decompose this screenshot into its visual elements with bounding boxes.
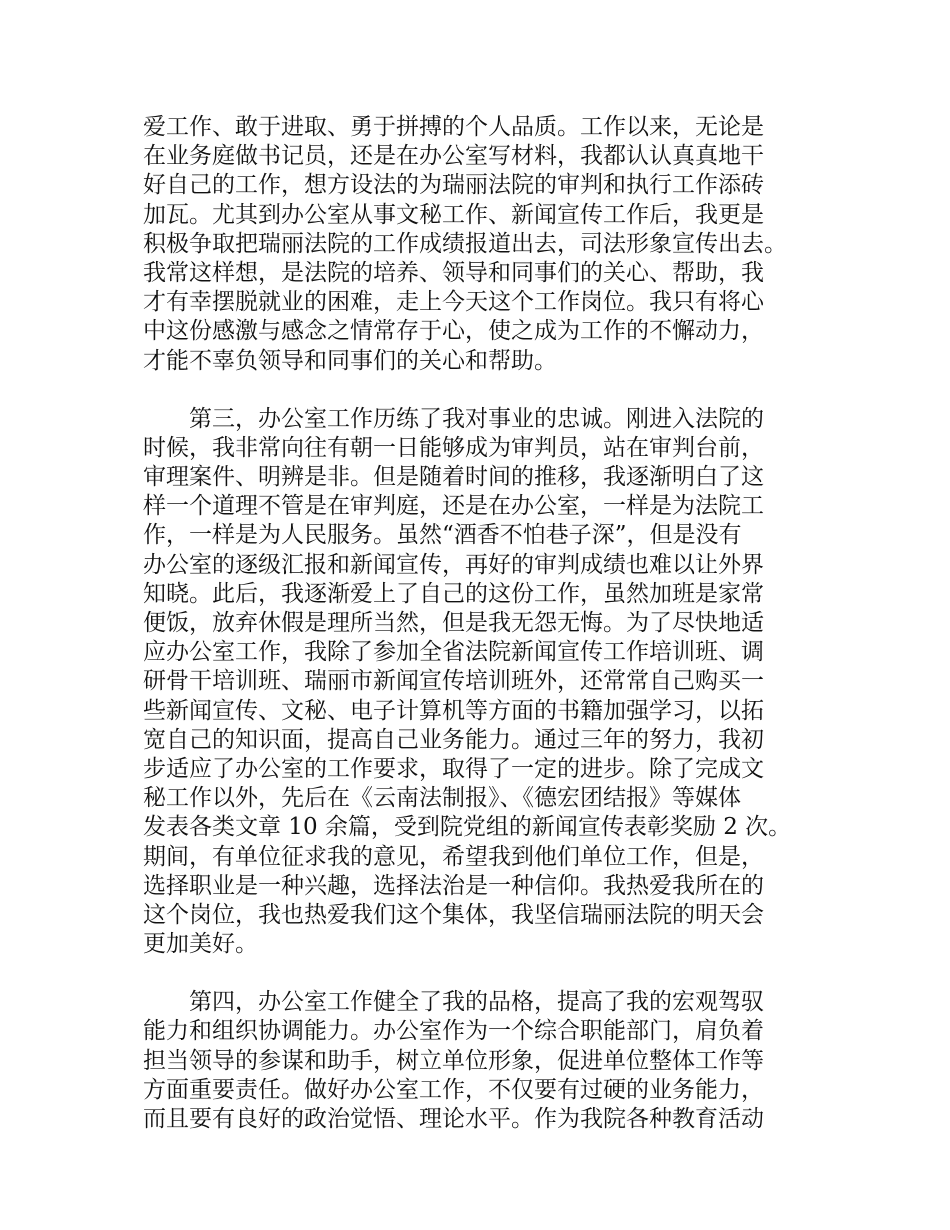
text-line: 更加美好。 <box>143 931 258 958</box>
text-line: 第四，办公室工作健全了我的品格，提高了我的宏观驾驭 <box>189 989 764 1016</box>
paragraph-1 <box>143 113 833 376</box>
text-line: 知晓。此后，我逐渐爱上了自己的这份工作，虽然加班是家常 <box>143 580 764 607</box>
text-line: 时候，我非常向往有朝一日能够成为审判员，站在审判台前， <box>143 434 764 461</box>
text-line: 加瓦。尤其到办公室从事文秘工作、新闻宣传工作后，我更是 <box>143 201 764 228</box>
text-line: 这个岗位，我也热爱我们这个集体，我坚信瑞丽法院的明天会 <box>143 901 764 928</box>
text-line: 爱工作、敢于进取、勇于拼搏的个人品质。工作以来，无论是 <box>143 114 764 140</box>
text-line: 积极争取把瑞丽法院的工作成绩报道出去，司法形象宣传出去。 <box>143 230 787 257</box>
text-line: 中这份感激与感念之情常存于心，使之成为工作的不懈动力， <box>143 318 764 345</box>
paragraph-2 <box>143 405 833 960</box>
text-line: 审理案件、明辨是非。但是随着时间的推移，我逐渐明白了这 <box>143 464 764 491</box>
text-line: 应办公室工作，我除了参加全省法院新闻宣传工作培训班、调 <box>143 639 764 666</box>
text-line: 选择职业是一种兴趣，选择法治是一种信仰。我热爱我所在的 <box>143 872 764 899</box>
document-body <box>143 113 833 1163</box>
text-line: 办公室的逐级汇报和新闻宣传，再好的审判成绩也难以让外界 <box>143 551 764 578</box>
text-line: 能力和组织协调能力。办公室作为一个综合职能部门，肩负着 <box>143 1018 764 1045</box>
text-line: 我常这样想，是法院的培养、领导和同事们的关心、帮助，我 <box>143 259 764 286</box>
text-line: 在业务庭做书记员，还是在办公室写材料，我都认认真真地干 <box>143 143 764 170</box>
text-line: 第三，办公室工作历练了我对事业的忠诚。刚进入法院的 <box>189 405 764 432</box>
text-line: 而且要有良好的政治觉悟、理论水平。作为我院各种教育活动 <box>143 1106 764 1132</box>
text-line: 才能不辜负领导和同事们的关心和帮助。 <box>143 347 557 374</box>
paragraph-3 <box>143 988 833 1134</box>
text-line: 才有幸摆脱就业的困难，走上今天这个工作岗位。我只有将心 <box>143 289 764 316</box>
text-line: 研骨干培训班、瑞丽市新闻宣传培训班外，还常常自己购买一 <box>143 668 764 695</box>
text-line: 担当领导的参谋和助手，树立单位形象，促进单位整体工作等 <box>143 1047 764 1074</box>
text-line: 便饭，放弃休假是理所当然，但是我无怨无悔。为了尽快地适 <box>143 610 764 636</box>
text-line: 些新闻宣传、文秘、电子计算机等方面的书籍加强学习，以拓 <box>143 697 764 724</box>
text-line: 作，一样是为人民服务。虽然“酒香不怕巷子深”，但是没有 <box>143 522 742 549</box>
text-line: 宽自己的知识面，提高自己业务能力。通过三年的努力，我初 <box>143 726 764 753</box>
text-line: 样一个道理不管是在审判庭，还是在办公室，一样是为法院工 <box>143 493 764 520</box>
text-line: 期间，有单位征求我的意见，希望我到他们单位工作，但是， <box>143 843 764 870</box>
text-line: 好自己的工作，想方设法的为瑞丽法院的审判和执行工作添砖 <box>143 172 764 199</box>
text-line: 发表各类文章 10 余篇，受到院党组的新闻宣传表彰奖励 2 次。 <box>143 814 792 841</box>
text-line: 秘工作以外，先后在《云南法制报》、《德宏团结报》等媒体 <box>143 785 741 812</box>
text-line: 步适应了办公室的工作要求，取得了一定的进步。除了完成文 <box>143 755 764 782</box>
text-line: 方面重要责任。做好办公室工作，不仅要有过硬的业务能力， <box>143 1076 764 1103</box>
